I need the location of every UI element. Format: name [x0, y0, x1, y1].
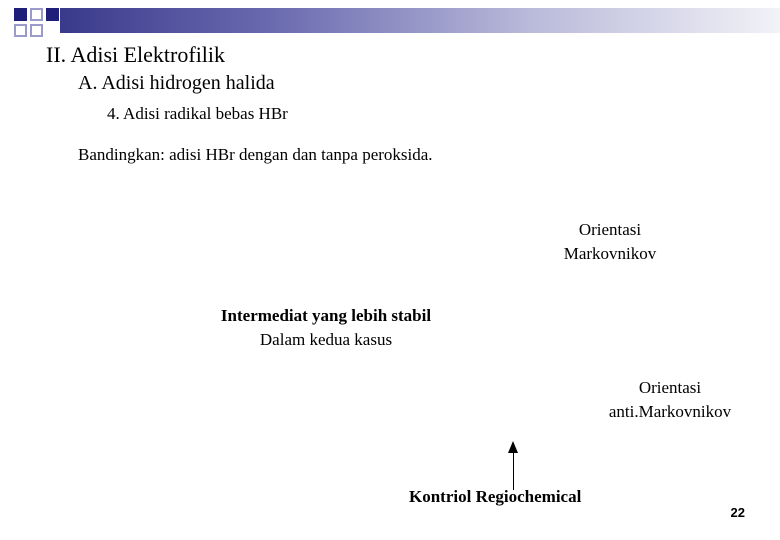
arrow-line [513, 452, 514, 490]
anti-markovnikov-label [590, 376, 750, 424]
heading-level-2: A. Adisi hidrogen halida [78, 72, 275, 94]
heading-level-1: II. Adisi Elektrofilik [46, 42, 226, 67]
regiochemical-label: Kontriol Regiochemical [409, 487, 582, 506]
decor-square-light-3 [30, 24, 43, 37]
heading-level-3: 4. Adisi radikal bebas HBr [107, 104, 288, 123]
anti-markovnikov-line1: Orientasi [638, 378, 702, 397]
anti-markovnikov-line2: anti.Markovnikov [608, 402, 732, 421]
decor-square-light-1 [30, 8, 43, 21]
markovnikov-line1: Orientasi [578, 220, 642, 239]
intro-text: Bandingkan: adisi HBr dengan dan tanpa peroksida. [78, 145, 433, 164]
intermediate-line2: Dalam kedua kasus [259, 330, 393, 349]
intermediate-line1: Intermediat yang lebih stabil [220, 306, 432, 325]
intermediate-label [176, 304, 476, 352]
decor-square-light-2 [14, 24, 27, 37]
markovnikov-line2: Markovnikov [563, 244, 657, 263]
header-bar [60, 8, 780, 33]
page-number: 22 [730, 505, 745, 520]
markovnikov-label [540, 218, 680, 266]
decor-square-dark-2 [46, 8, 59, 21]
decor-square-dark-1 [14, 8, 27, 21]
